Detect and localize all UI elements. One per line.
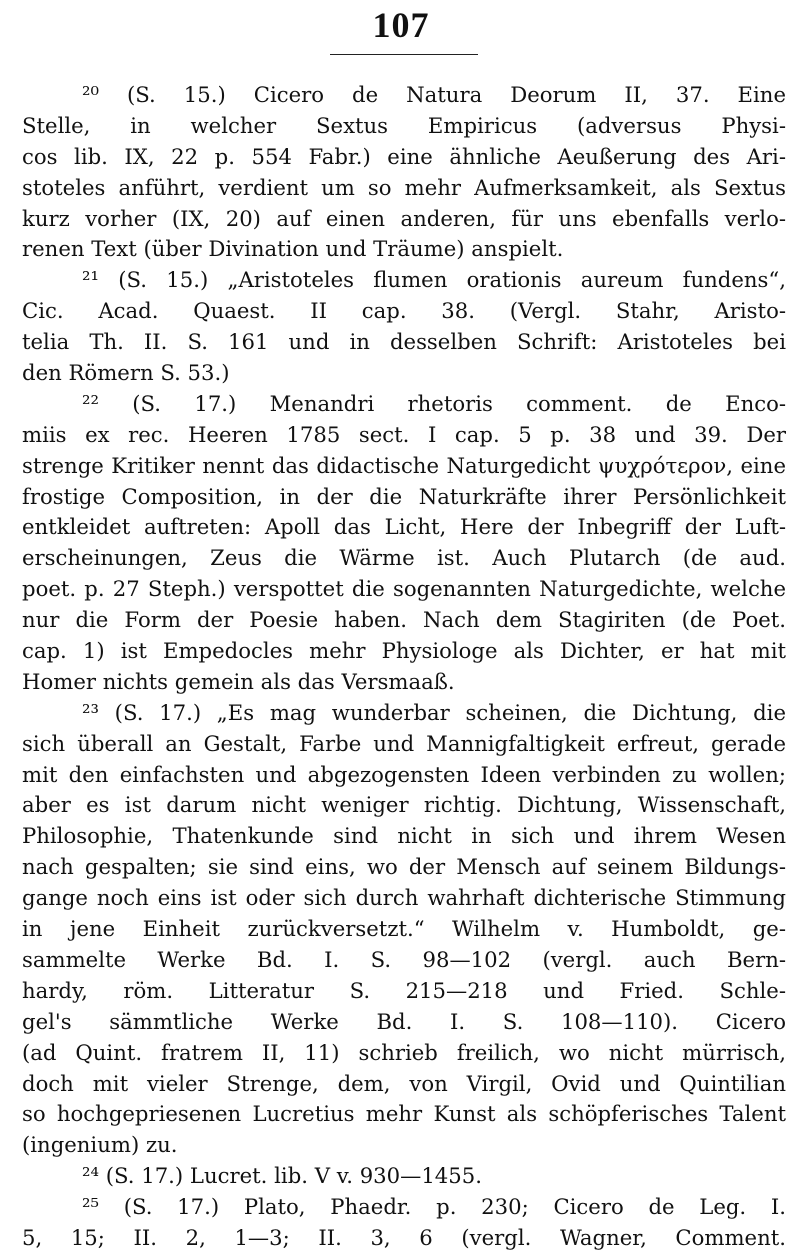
footnote-line: ²⁴ (S. 17.) Lucret. lib. V v. 930—1455. [82, 1163, 482, 1189]
footnote-line: hardy, röm. Litteratur S. 215—218 und Fried. Schle- [22, 977, 786, 1003]
footnote-20 [22, 80, 786, 265]
footnote-line: so hochgepriesenen Lucretius mehr Kunst als schöpferisches Talent [22, 1101, 786, 1127]
footnote-line: aber es ist darum nicht weniger richtig. Dichtung, Wissenschaft, [22, 792, 786, 818]
footnote-line: 5, 15; II. 2, 1—3; II. 3, 6 (vergl. Wagner, Comment. [22, 1224, 786, 1250]
footnote-line: den Römern S. 53.) [22, 360, 230, 386]
footnote-line: renen Text (über Divination und Träume) anspielt. [22, 236, 564, 262]
footnote-line: sich überall an Gestalt, Farbe und Mannigfaltigkeit erfreut, gerade [22, 730, 786, 756]
footnote-line: Stelle, in welcher Sextus Empiricus (adversus Physi- [22, 112, 786, 138]
footnote-line: cap. 1) ist Empedocles mehr Physiologe als Dichter, er hat mit [22, 638, 786, 664]
footnote-25 [22, 1192, 786, 1254]
footnote-line: frostige Composition, in der die Naturkräfte ihrer Persönlichkeit [22, 483, 786, 509]
footnote-line: strenge Kritiker nennt das didactische Naturgedicht ψυχρότερον, eine [22, 452, 786, 478]
footnote-line: nur die Form der Poesie haben. Nach dem Stagiriten (de Poet. [22, 607, 786, 633]
footnote-line: ²³ (S. 17.) „Es mag wunderbar scheinen, die Dichtung, die [82, 699, 786, 725]
footnote-line: gel's sämmtliche Werke Bd. I. S. 108—110). Cicero [22, 1008, 786, 1034]
footnote-line: stoteles anführt, verdient um so mehr Aufmerksamkeit, als Sextus [22, 174, 786, 200]
footnote-line: poet. p. 27 Steph.) verspottet die sogenannten Naturgedichte, welche [22, 576, 786, 602]
footnote-line: kurz vorher (IX, 20) auf einen anderen, für uns ebenfalls verlo- [22, 205, 786, 231]
footnote-line: ²² (S. 17.) Menandri rhetoris comment. de Enco- [82, 390, 786, 416]
footnote-line: ²⁵ (S. 17.) Plato, Phaedr. p. 230; Cicero de Leg. I. [82, 1194, 786, 1220]
footnote-line: entkleidet auftreten: Apoll das Licht, Here der Inbegriff der Luft- [22, 514, 786, 540]
footnote-23 [22, 698, 786, 1161]
header-rule [330, 54, 478, 55]
footnotes [22, 80, 786, 1254]
footnote-line: sammelte Werke Bd. I. S. 98—102 (vergl. auch Bern- [22, 946, 786, 972]
footnote-line: (ad Quint. fratrem II, 11) schrieb freilich, wo nicht mürrisch, [22, 1039, 786, 1065]
footnote-line: miis ex rec. Heeren 1785 sect. I cap. 5 p. 38 und 39. Der [22, 421, 786, 447]
footnote-line: ²¹ (S. 15.) „Aristoteles flumen orationis aureum fundens“, [82, 267, 786, 293]
footnote-line: in jene Einheit zurückversetzt.“ Wilhelm v. Humboldt, ge- [22, 916, 786, 942]
footnote-line: doch mit vieler Strenge, dem, von Virgil, Ovid und Quintilian [22, 1070, 786, 1096]
footnote-line: Cic. Acad. Quaest. II cap. 38. (Vergl. Stahr, Aristo- [22, 298, 786, 324]
footnote-line: Homer nichts gemein als das Versmaaß. [22, 668, 455, 694]
footnote-line: cos lib. IX, 22 p. 554 Fabr.) eine ähnliche Aeußerung des Ari- [22, 143, 786, 169]
footnote-line: ²⁰ (S. 15.) Cicero de Natura Deorum II, 37. Eine [82, 82, 786, 107]
footnote-line: telia Th. II. S. 161 und in desselben Schrift: Aristoteles bei [22, 329, 786, 355]
footnote-22 [22, 389, 786, 698]
footnote-line: mit den einfachsten und abgezogensten Ideen verbinden zu wollen; [22, 761, 786, 787]
page-number: 107 [372, 5, 430, 45]
footnote-line: (ingenium) zu. [22, 1132, 178, 1158]
footnote-24 [22, 1161, 786, 1192]
footnote-21 [22, 265, 786, 389]
footnote-line: erscheinungen, Zeus die Wärme ist. Auch Plutarch (de aud. [22, 545, 786, 571]
footnote-line: nach gespalten; sie sind eins, wo der Mensch auf seinem Bildungs- [22, 854, 786, 880]
footnote-line: Philosophie, Thatenkunde sind nicht in sich und ihrem Wesen [22, 823, 786, 849]
footnote-line: gange noch eins ist oder sich durch wahrhaft dichterische Stimmung [22, 885, 786, 911]
